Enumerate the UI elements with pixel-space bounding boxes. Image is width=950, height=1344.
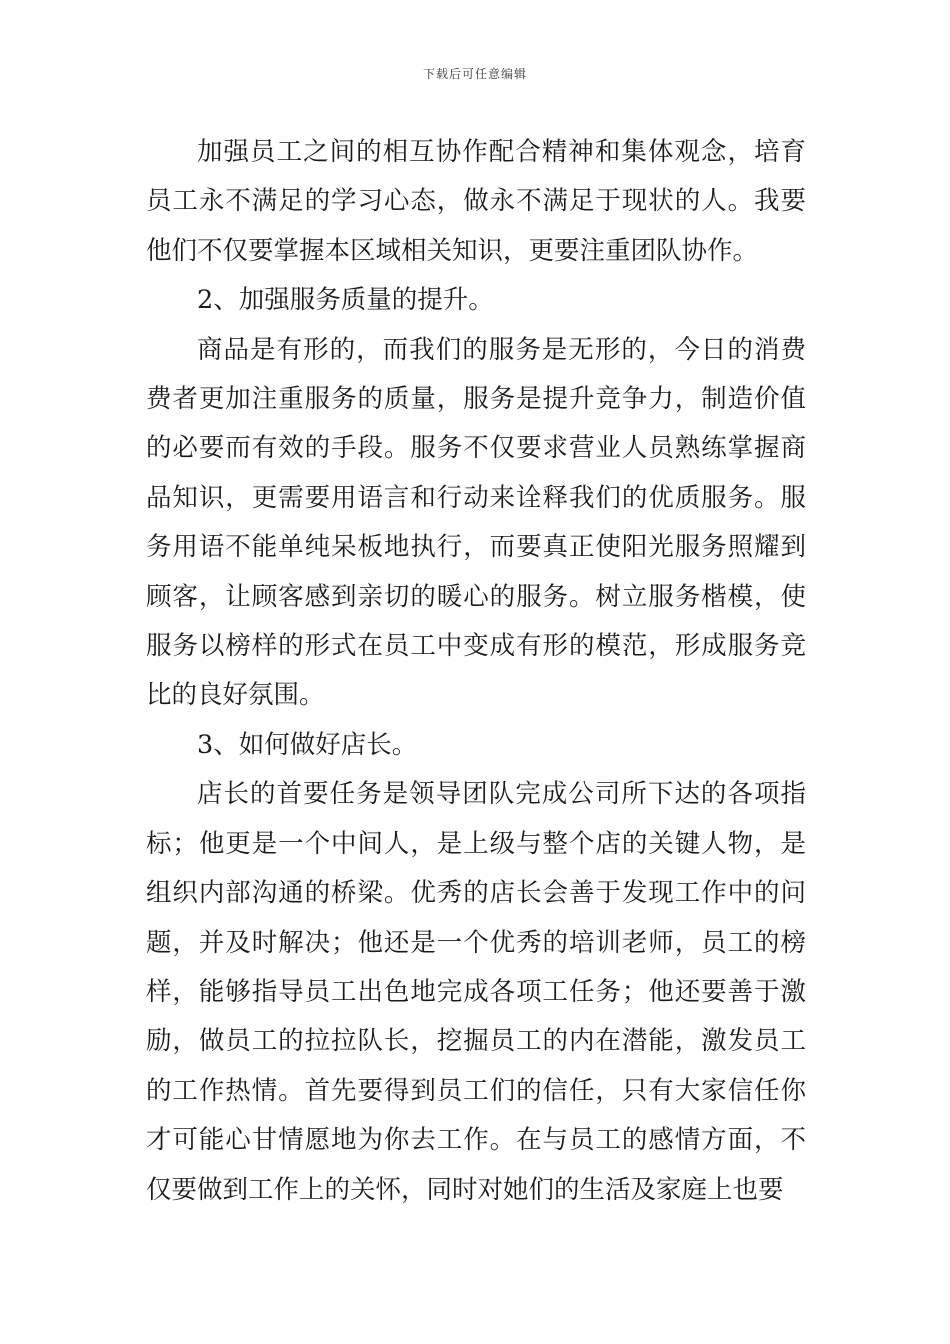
paragraph-store-manager: 店长的首要任务是领导团队完成公司所下达的各项指标；他更是一个中间人，是上级与整个店的关键人物，是组织内部沟通的桥梁。优秀的店长会善于发现工作中的问题，并及时解决；他还是一个优秀的培训老师，员工的榜样，能够指导员工出色地完成各项工任务；他还要善于激励，做员工的拉拉队长，挖掘员工的内在潜能，激发员工的工作热情。首先要得到员工们的信任，只有大家信任你才可能心甘情愿地为你去工作。在与员工的感情方面，不仅要做到工作上的关怀，同时对她们的生活及家庭上也要 [146, 779, 806, 1205]
paragraph-service-quality: 商品是有形的，而我们的服务是无形的，今日的消费费者更加注重服务的质量，服务是提升竞争力，制造价值的必要而有效的手段。服务不仅要求营业人员熟练掌握商品知识，更需要用语言和行动来诠释我们的优质服务。服务用语不能单纯呆板地执行，而要真正使阳光服务照耀到顾客，让顾客感到亲切的暖心的服务。树立服务楷模，使服务以榜样的形式在员工中变成有形的模范，形成服务竞比的良好氛围。 [146, 334, 806, 711]
paragraph-teamwork: 加强员工之间的相互协作配合精神和集体观念，培育员工永不满足的学习心态，做永不满足于现状的人。我要他们不仅要掌握本区域相关知识，更要注重团队协作。 [146, 137, 806, 266]
heading-store-manager: 3、如何做好店长。 [197, 729, 418, 760]
header-note: 下载后可任意编辑 [422, 67, 527, 81]
heading-service-quality: 2、加强服务质量的提升。 [197, 285, 494, 316]
document-body [146, 128, 806, 1215]
